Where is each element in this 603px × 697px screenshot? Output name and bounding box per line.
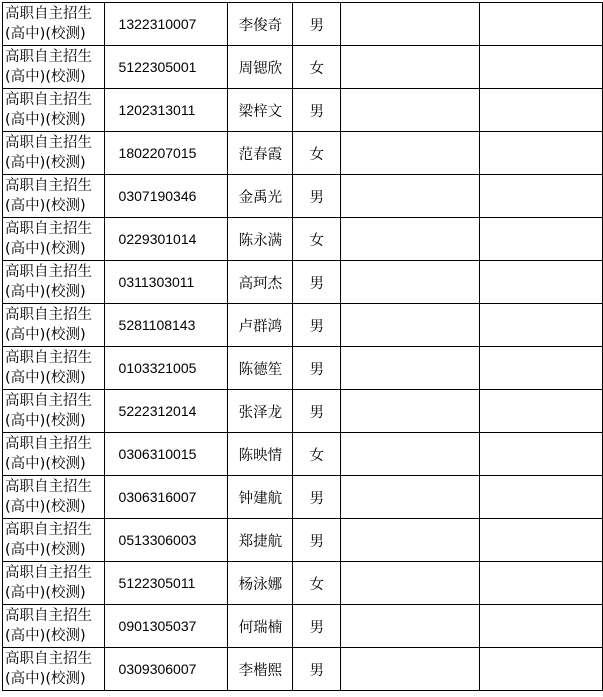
category-line-1: 高职自主招生 (5, 393, 92, 409)
empty-cell (341, 433, 480, 476)
empty-cell (479, 648, 602, 691)
exam-number-cell: 0307190346 (104, 175, 228, 218)
gender-cell: 女 (293, 562, 341, 605)
category-line-1: 高职自主招生 (5, 436, 92, 452)
exam-number-cell: 5222312014 (104, 390, 228, 433)
category-cell (3, 175, 105, 218)
exam-number-cell: 5122305011 (104, 562, 228, 605)
empty-cell (341, 562, 480, 605)
table-row (3, 519, 603, 562)
name-cell: 陈德笙 (228, 347, 293, 390)
gender-cell: 男 (293, 89, 341, 132)
empty-cell (341, 476, 480, 519)
category-cell (3, 89, 105, 132)
exam-number-cell: 1802207015 (104, 132, 228, 175)
exam-number-cell: 5281108143 (104, 304, 228, 347)
category-line-2: (高中)(校测) (5, 327, 86, 343)
category-line-2: (高中)(校测) (5, 69, 86, 85)
category-line-1: 高职自主招生 (5, 350, 92, 366)
category-line-2: (高中)(校测) (5, 198, 86, 214)
category-line-2: (高中)(校测) (5, 284, 86, 300)
empty-cell (479, 175, 602, 218)
empty-cell (341, 390, 480, 433)
category-line-1: 高职自主招生 (5, 522, 92, 538)
empty-cell (341, 261, 480, 304)
category-line-1: 高职自主招生 (5, 565, 92, 581)
category-line-2: (高中)(校测) (5, 542, 86, 558)
exam-number-cell: 0901305037 (104, 605, 228, 648)
empty-cell (479, 562, 602, 605)
empty-cell (479, 476, 602, 519)
category-line-1: 高职自主招生 (5, 135, 92, 151)
empty-cell (341, 175, 480, 218)
table-row (3, 218, 603, 261)
name-cell: 卢群鸿 (228, 304, 293, 347)
category-cell (3, 433, 105, 476)
name-cell: 杨泳娜 (228, 562, 293, 605)
category-line-2: (高中)(校测) (5, 241, 86, 257)
empty-cell (479, 605, 602, 648)
name-cell: 梁梓文 (228, 89, 293, 132)
gender-cell: 女 (293, 433, 341, 476)
name-cell: 张泽龙 (228, 390, 293, 433)
table-row (3, 648, 603, 691)
empty-cell (479, 46, 602, 89)
category-line-2: (高中)(校测) (5, 585, 86, 601)
exam-number-cell: 5122305001 (104, 46, 228, 89)
category-cell (3, 476, 105, 519)
exam-number-cell: 1322310007 (104, 3, 228, 46)
category-line-2: (高中)(校测) (5, 26, 86, 42)
category-cell (3, 132, 105, 175)
exam-number-cell: 0311303011 (104, 261, 228, 304)
empty-cell (341, 347, 480, 390)
category-line-1: 高职自主招生 (5, 651, 92, 667)
gender-cell: 男 (293, 605, 341, 648)
gender-cell: 男 (293, 519, 341, 562)
table-row (3, 476, 603, 519)
name-cell: 李楷熙 (228, 648, 293, 691)
gender-cell: 男 (293, 476, 341, 519)
empty-cell (479, 218, 602, 261)
name-cell: 郑捷航 (228, 519, 293, 562)
empty-cell (479, 304, 602, 347)
category-cell (3, 648, 105, 691)
category-line-2: (高中)(校测) (5, 370, 86, 386)
category-line-1: 高职自主招生 (5, 178, 92, 194)
exam-number-cell: 0229301014 (104, 218, 228, 261)
name-cell: 金禹光 (228, 175, 293, 218)
category-cell (3, 3, 105, 46)
name-cell: 钟建航 (228, 476, 293, 519)
table-row (3, 605, 603, 648)
gender-cell: 男 (293, 261, 341, 304)
category-cell (3, 347, 105, 390)
category-line-1: 高职自主招生 (5, 264, 92, 280)
category-cell (3, 46, 105, 89)
admission-table (2, 2, 603, 691)
table-row (3, 46, 603, 89)
exam-number-cell: 0306316007 (104, 476, 228, 519)
category-line-1: 高职自主招生 (5, 92, 92, 108)
gender-cell: 男 (293, 648, 341, 691)
name-cell: 范春霞 (228, 132, 293, 175)
table-row (3, 304, 603, 347)
table-row (3, 3, 603, 46)
gender-cell: 男 (293, 3, 341, 46)
gender-cell: 男 (293, 390, 341, 433)
empty-cell (341, 46, 480, 89)
empty-cell (341, 3, 480, 46)
category-cell (3, 261, 105, 304)
gender-cell: 女 (293, 218, 341, 261)
empty-cell (341, 605, 480, 648)
name-cell: 陈永满 (228, 218, 293, 261)
name-cell: 李俊奇 (228, 3, 293, 46)
category-cell (3, 390, 105, 433)
table-row (3, 89, 603, 132)
exam-number-cell: 0513306003 (104, 519, 228, 562)
table-body (3, 3, 603, 691)
gender-cell: 男 (293, 175, 341, 218)
empty-cell (479, 261, 602, 304)
gender-cell: 女 (293, 46, 341, 89)
category-line-2: (高中)(校测) (5, 671, 86, 687)
empty-cell (341, 218, 480, 261)
name-cell: 周锶欣 (228, 46, 293, 89)
name-cell: 何瑞楠 (228, 605, 293, 648)
empty-cell (341, 304, 480, 347)
table-row (3, 562, 603, 605)
table-row (3, 347, 603, 390)
exam-number-cell: 0306310015 (104, 433, 228, 476)
empty-cell (479, 132, 602, 175)
category-line-1: 高职自主招生 (5, 479, 92, 495)
category-cell (3, 218, 105, 261)
category-line-1: 高职自主招生 (5, 6, 92, 22)
category-line-2: (高中)(校测) (5, 456, 86, 472)
empty-cell (479, 390, 602, 433)
empty-cell (341, 648, 480, 691)
name-cell: 陈映情 (228, 433, 293, 476)
category-line-2: (高中)(校测) (5, 499, 86, 515)
table-row (3, 175, 603, 218)
name-cell: 高珂杰 (228, 261, 293, 304)
empty-cell (479, 89, 602, 132)
exam-number-cell: 0103321005 (104, 347, 228, 390)
category-line-1: 高职自主招生 (5, 307, 92, 323)
category-line-2: (高中)(校测) (5, 628, 86, 644)
table-row (3, 261, 603, 304)
category-cell (3, 605, 105, 648)
empty-cell (479, 519, 602, 562)
empty-cell (479, 3, 602, 46)
empty-cell (341, 132, 480, 175)
table-row (3, 390, 603, 433)
category-cell (3, 304, 105, 347)
empty-cell (479, 433, 602, 476)
category-cell (3, 519, 105, 562)
category-cell (3, 562, 105, 605)
category-line-2: (高中)(校测) (5, 112, 86, 128)
empty-cell (341, 89, 480, 132)
empty-cell (479, 347, 602, 390)
category-line-1: 高职自主招生 (5, 221, 92, 237)
category-line-2: (高中)(校测) (5, 155, 86, 171)
gender-cell: 男 (293, 347, 341, 390)
exam-number-cell: 0309306007 (104, 648, 228, 691)
exam-number-cell: 1202313011 (104, 89, 228, 132)
table-row (3, 132, 603, 175)
empty-cell (341, 519, 480, 562)
category-line-2: (高中)(校测) (5, 413, 86, 429)
table-row (3, 433, 603, 476)
category-line-1: 高职自主招生 (5, 608, 92, 624)
gender-cell: 男 (293, 304, 341, 347)
gender-cell: 女 (293, 132, 341, 175)
category-line-1: 高职自主招生 (5, 49, 92, 65)
